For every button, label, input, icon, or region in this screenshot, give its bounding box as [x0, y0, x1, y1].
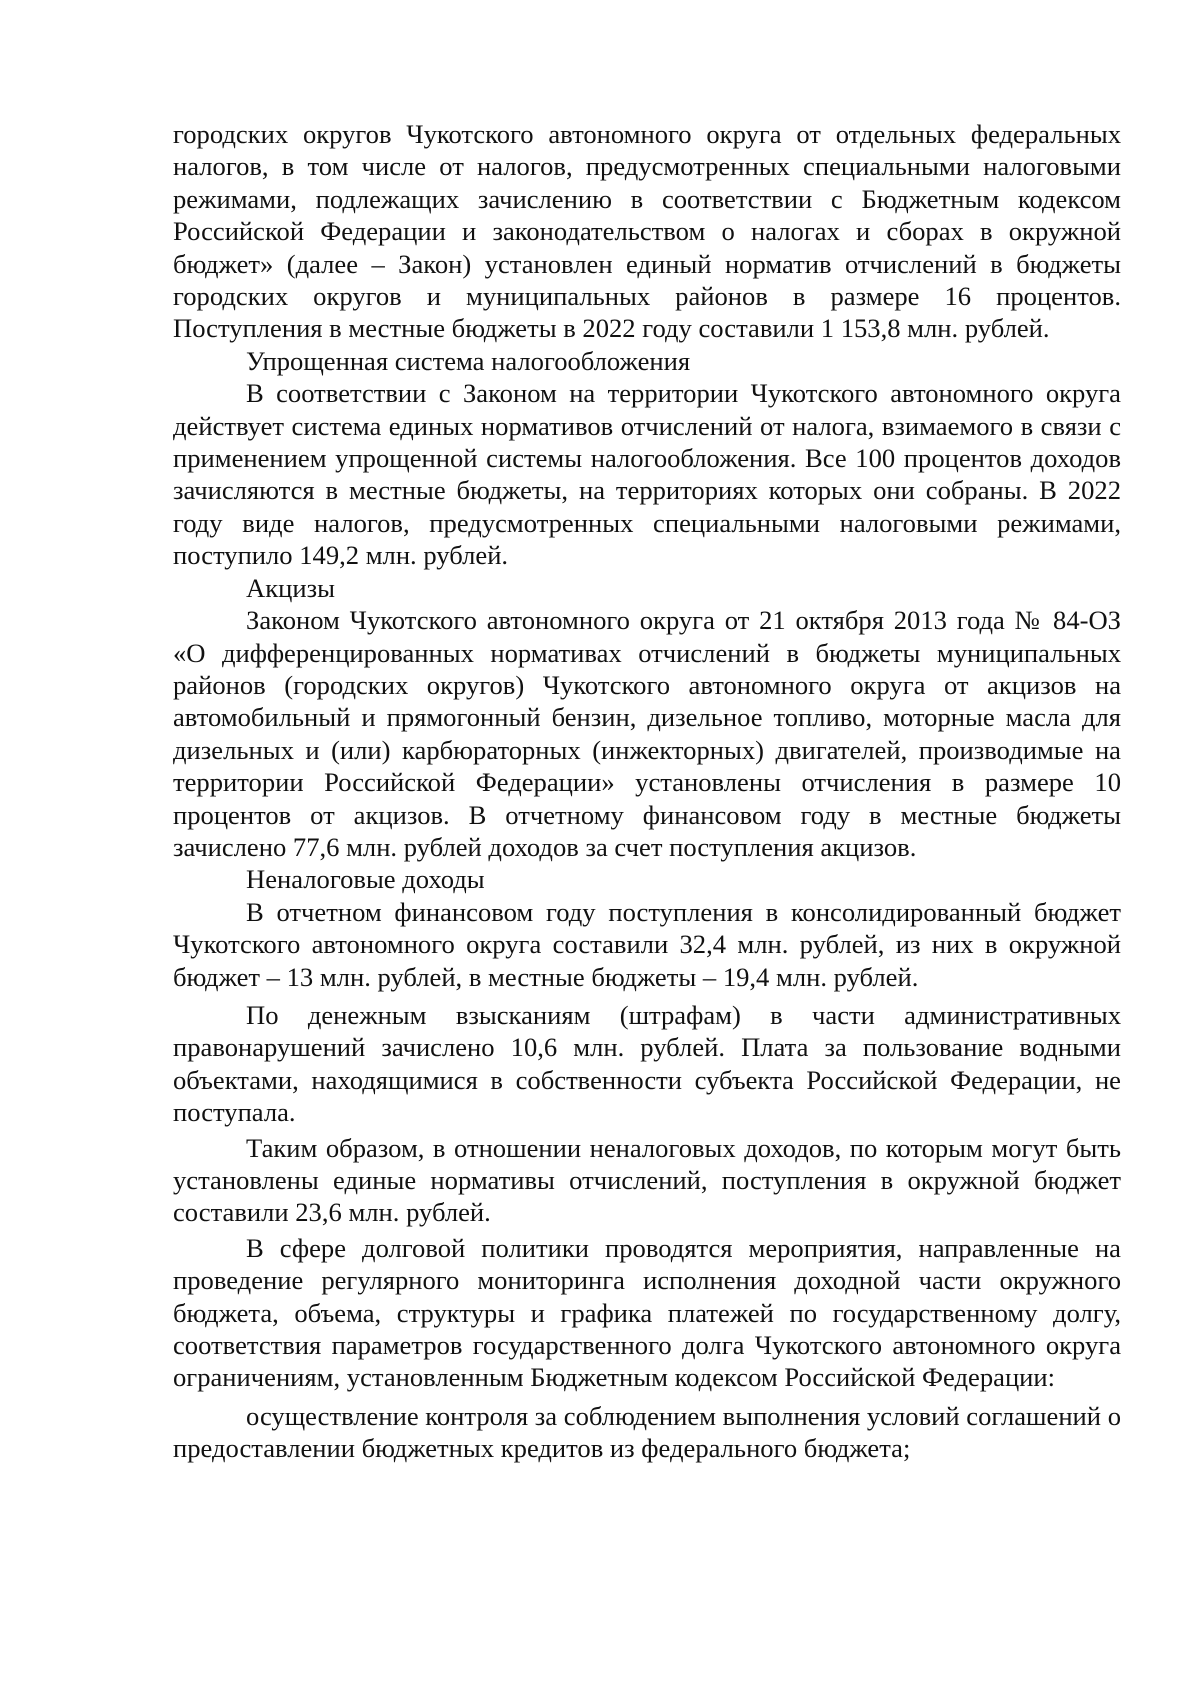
heading-non-tax-revenue: Неналоговые доходы	[246, 864, 485, 895]
paragraph-law-continuation: городских округов Чукотского автономного округа от отдельных федеральных налогов, в том числе от налогов, предусмотренных специальными налоговыми режимами, подлежащих зачислению в соответствии с Бюджетным кодексом Российской Федерации и законодательством о налогах и сборах в окружной бюджет» (далее – Закон) установлен единый норматив отчислений в бюджеты городских округов и муниципальных районов в размере 16 процентов. Поступления в местные бюджеты в 2022 году составили 1 153,8 млн. рублей.	[173, 119, 1121, 344]
paragraph-credit-control: осуществление контроля за соблюдением выполнения условий соглашений о предоставлении бюджетных кредитов из федерального бюджета;	[173, 1400, 1121, 1464]
heading-simplified-tax-system: Упрощенная система налогообложения	[246, 345, 691, 376]
document-page	[173, 118, 1121, 1465]
paragraph-excises: Законом Чукотского автономного округа от 21 октября 2013 года № 84-ОЗ «О дифференцированных нормативах отчислений в бюджеты муниципальных районов (городских округов) Чукотского автономного округа от акцизов на автомобильный и прямогонный бензин, дизельное топливо, моторные масла для дизельных и (или) карбюраторных (инжекторных) двигателей, производимые на территории Российской Федерации» установлены отчисления в размере 10 процентов от акцизов. В отчетному финансовом году в местные бюджеты зачислено 77,6 млн. рублей доходов за счет поступления акцизов.	[173, 605, 1121, 862]
paragraph-non-tax-revenue: В отчетном финансовом году поступления в консолидированный бюджет Чукотского автономного округа составили 32,4 млн. рублей, из них в окружной бюджет – 13 млн. рублей, в местные бюджеты – 19,4 млн. рублей.	[173, 896, 1121, 992]
heading-excises: Акцизы	[246, 572, 335, 603]
paragraph-simplified-tax-system: В соответствии с Законом на территории Чукотского автономного округа действует система единых нормативов отчислений от налога, взимаемого в связи с применением упрощенной системы налогообложения. Все 100 процентов доходов зачисляются в местные бюджеты, на территориях которых они собраны. В 2022 году виде налогов, предусмотренных специальными налоговыми режимами, поступило 149,2 млн. рублей.	[173, 378, 1121, 571]
paragraph-fines: По денежным взысканиям (штрафам) в части административных правонарушений зачислено 10,6 млн. рублей. Плата за пользование водными объектами, находящимися в собственности субъекта Российской Федерации, не поступала.	[173, 999, 1121, 1128]
paragraph-debt-policy: В сфере долговой политики проводятся мероприятия, направленные на проведение регулярного мониторинга исполнения доходной части окружного бюджета, объема, структуры и графика платежей по государственному долгу, соответствия параметров государственного долга Чукотского автономного округа ограничениям, установленным Бюджетным кодексом Российской Федерации:	[173, 1232, 1121, 1393]
paragraph-non-tax-summary: Таким образом, в отношении неналоговых доходов, по которым могут быть установлены единые нормативы отчислений, поступления в окружной бюджет составили 23,6 млн. рублей.	[173, 1132, 1121, 1228]
